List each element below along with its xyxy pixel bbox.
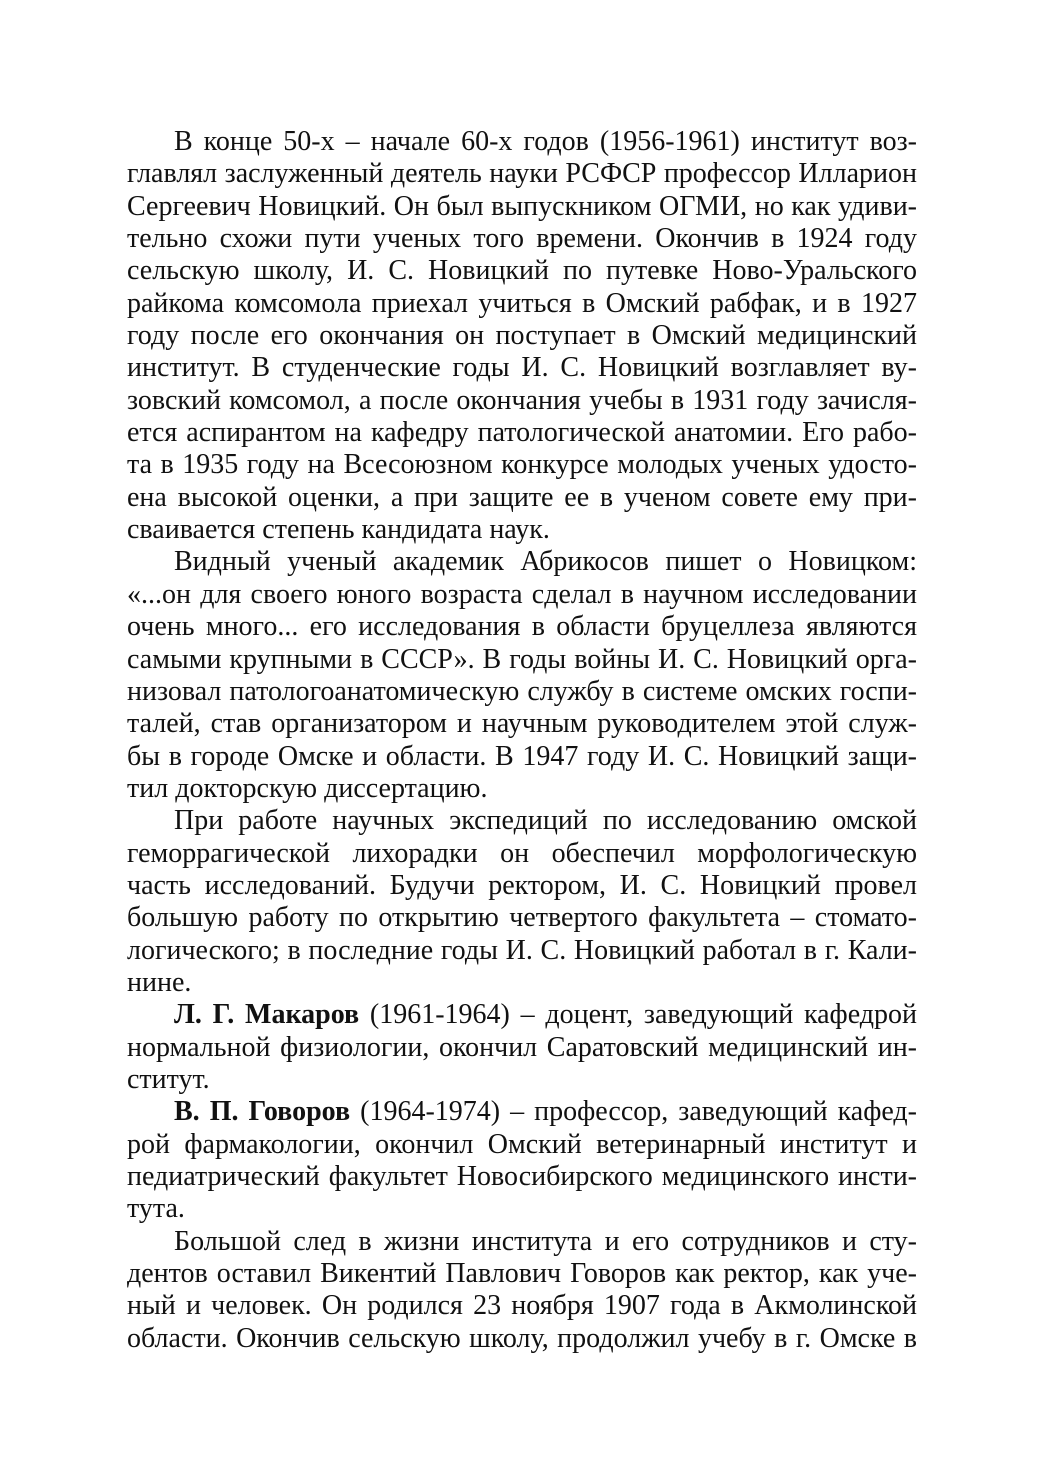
text-line: ный и человек. Он родился 23 ноября 1907 года в Акмолинской: [127, 1290, 917, 1322]
text-line: институт. В студенческие годы И. С. Новицкий возглавляет ву-: [127, 352, 917, 384]
text-line: [127, 1096, 917, 1128]
paragraph-makarov: [127, 999, 917, 1096]
text-line: Видный ученый академик Абрикосов пишет о Новицком:: [174, 546, 917, 578]
text-line: тельно схожи пути ученых того времени. Окончив в 1924 году: [127, 223, 917, 255]
text-line: зовский комсомол, а после окончания учебы в 1931 году зачисля-: [127, 384, 917, 416]
text-line: При работе научных экспедиций по исследованию омской: [174, 805, 917, 837]
text-line: году после его окончания он поступает в Омский медицинский: [127, 320, 917, 352]
text-run: (1964-1974) – профессор, заведующий кафед-: [350, 1096, 917, 1128]
text-line: ется аспирантом на кафедру патологической анатомии. Его рабо-: [127, 417, 917, 449]
person-name-makarov: Л. Г. Макаров: [174, 999, 360, 1031]
text-line: [127, 999, 917, 1031]
text-line: ститут.: [127, 1063, 210, 1095]
text-line: дентов оставил Викентий Павлович Говоров как ректор, как уче-: [127, 1258, 917, 1290]
text-line: талей, став организатором и научным руководителем этой служ-: [127, 708, 917, 740]
text-line: сельскую школу, И. С. Новицкий по путевке Ново-Уральского: [127, 255, 917, 287]
paragraph-govorov: [127, 1096, 917, 1225]
text-line: та в 1935 году на Всесоюзном конкурсе молодых ученых удосто-: [127, 449, 917, 481]
person-name-govorov: В. П. Говоров: [174, 1096, 351, 1128]
text-line: сваивается степень кандидата наук.: [127, 514, 550, 546]
paragraph-expeditions: [127, 805, 917, 999]
text-line: нормальной физиологии, окончил Саратовский медицинский ин-: [127, 1031, 917, 1063]
text-line: райкома комсомола приехал учиться в Омский рабфак, и в 1927: [127, 287, 917, 319]
text-line: бы в городе Омске и области. В 1947 году И. С. Новицкий защи-: [127, 740, 917, 772]
text-line: часть исследований. Будучи ректором, И. С. Новицкий провел: [127, 869, 917, 901]
text-line: большую работу по открытию четвертого факультета – стомато-: [127, 902, 917, 934]
text-line: тута.: [127, 1193, 185, 1225]
paragraph-abrikosov-quote: [127, 546, 917, 805]
text-line: рой фармакологии, окончил Омский ветеринарный институт и: [127, 1128, 917, 1160]
text-line: Сергеевич Новицкий. Он был выпускником ОГМИ, но как удиви-: [127, 190, 917, 222]
text-line: Большой след в жизни института и его сотрудников и сту-: [174, 1225, 917, 1257]
text-line: низовал патологоанатомическую службу в системе омских госпи-: [127, 675, 917, 707]
text-line: логического; в последние годы И. С. Новицкий работал в г. Кали-: [127, 934, 917, 966]
text-run: (1961-1964) – доцент, заведующий кафедрой: [359, 999, 917, 1031]
document-page: [127, 126, 917, 1355]
text-line: самыми крупными в СССР». В годы войны И. С. Новицкий орга-: [127, 643, 917, 675]
text-line: области. Окончив сельскую школу, продолжил учебу в г. Омске в: [127, 1322, 917, 1354]
text-line: тил докторскую диссертацию.: [127, 772, 488, 804]
text-line: педиатрический факультет Новосибирского медицинского инсти-: [127, 1161, 917, 1192]
text-line: нине.: [127, 966, 192, 998]
text-line: В конце 50-х – начале 60-х годов (1956-1961) институт воз-: [174, 126, 917, 157]
text-line: ена высокой оценки, а при защите ее в ученом совете ему при-: [127, 481, 917, 513]
paragraph-govorov-biography: [127, 1226, 917, 1355]
text-line: очень много... его исследования в области бруцеллеза являются: [127, 611, 917, 643]
text-line: «...он для своего юного возраста сделал в научном исследовании: [127, 578, 917, 610]
text-line: геморрагической лихорадки он обеспечил морфологическую: [127, 837, 917, 869]
text-line: главлял заслуженный деятель науки РСФСР профессор Илларион: [127, 158, 917, 190]
paragraph-novitsky-intro: [127, 126, 917, 546]
